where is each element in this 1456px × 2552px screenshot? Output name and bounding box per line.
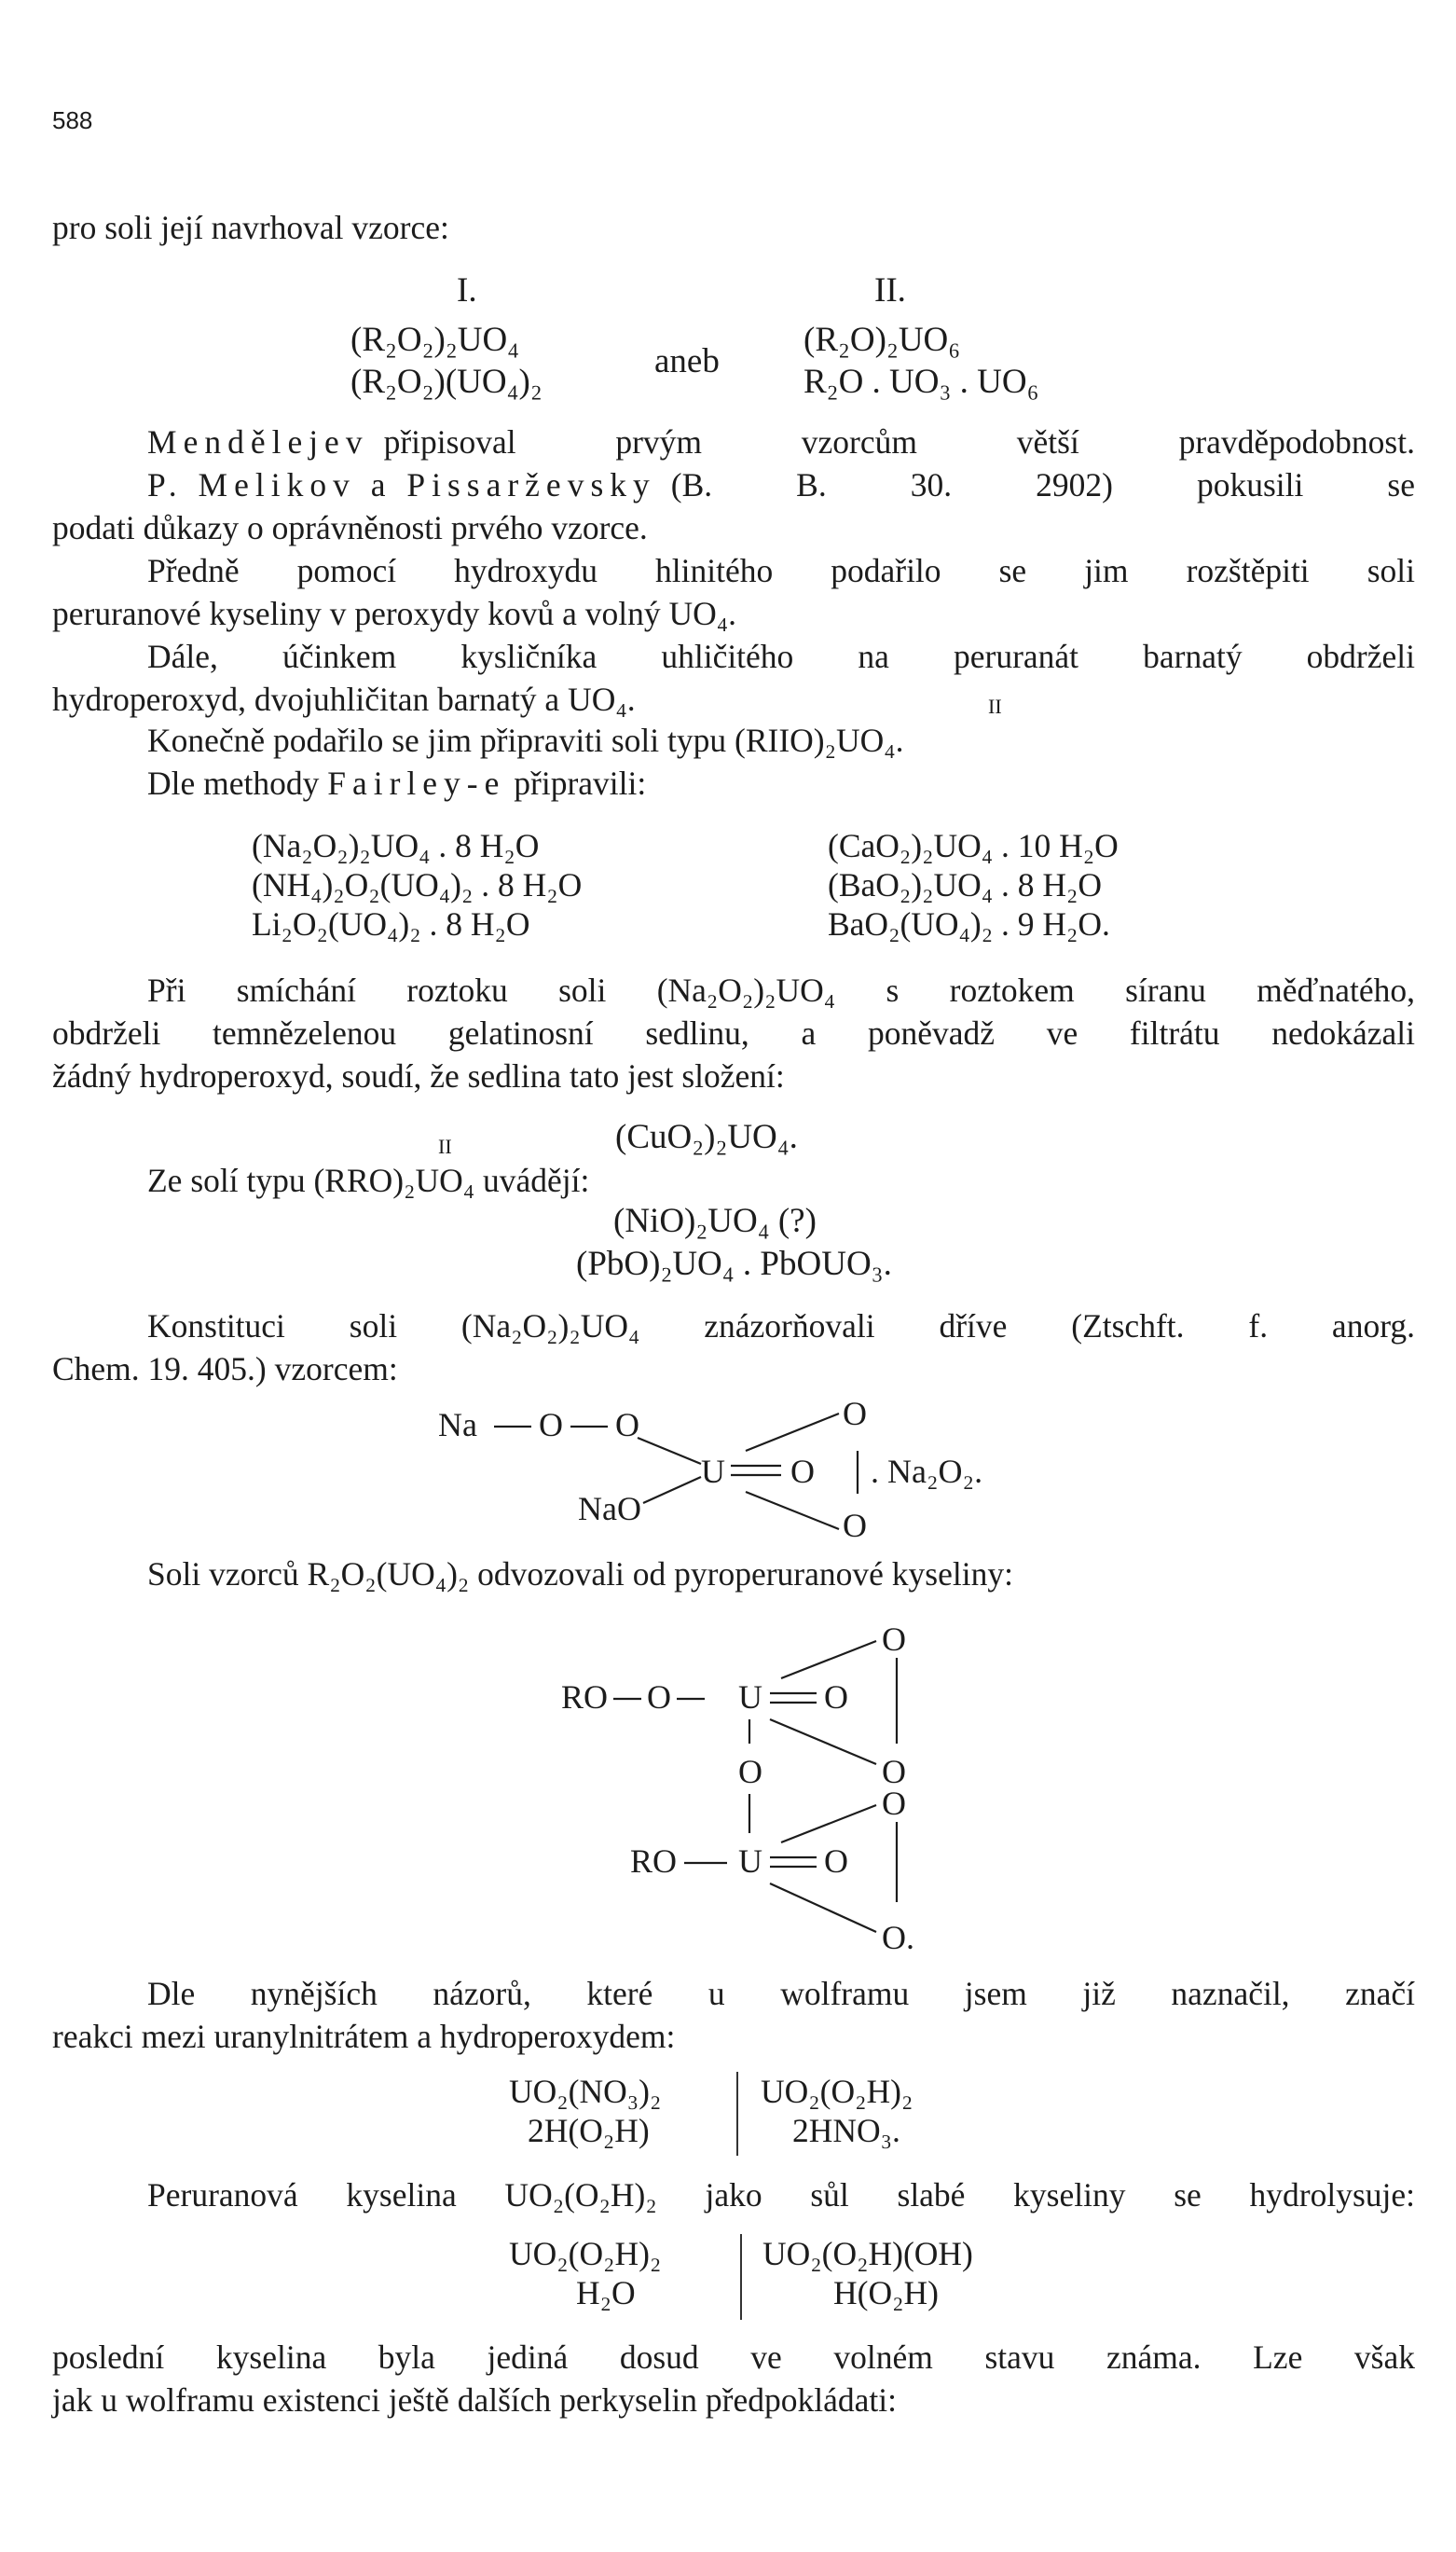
p9-line1: Soli vzorců R₂O₂(UO₄)₂ odvozovali od pyroperuranové kyseliny:: [147, 1555, 1013, 1593]
bond: [781, 1641, 876, 1678]
cu-formula: (CuO₂)₂UO₄.: [615, 1118, 798, 1156]
p4-line1: Konečně podařilo se jim připraviti soli typu (RIIO)₂UO₄.: [147, 722, 904, 759]
atom-ro: RO: [630, 1842, 678, 1880]
reaction1-left1: UO₂(NO₃)₂: [509, 2073, 662, 2110]
p3-line2: hydroperoxyd, dvojuhličitan barnatý a UO₄.: [52, 681, 636, 718]
reaction2-divider: [740, 2234, 742, 2320]
reaction1-right2: 2HNO₃.: [792, 2112, 900, 2149]
salt-right-2: (BaO₂)₂UO₄ . 8 H₂O: [828, 866, 1103, 904]
p6-line2: obdrželi temnězelenou gelatinosní sedlinu, a poněvadž ve filtrátu nedokázali: [52, 1014, 1415, 1052]
salt-left-2: (NH₄)₂O₂(UO₄)₂ . 8 H₂O: [252, 866, 583, 904]
p1-line2: P. Melikov a Pissarževsky (B. B. 30. 2902) pokusili se: [147, 466, 1415, 504]
intro-line: pro soli její navrhoval vzorce:: [52, 209, 449, 246]
reaction2-left2: H₂O: [576, 2274, 636, 2311]
formula-I-line2: (R₂O₂)(UO₄)₂: [350, 363, 543, 401]
atom-o: O: [824, 1678, 848, 1716]
valence-mark: II: [988, 695, 1002, 718]
p2-line2: peruranové kyseliny v peroxydy kovů a volný UO₄.: [52, 595, 737, 632]
atom-o: O: [843, 1507, 867, 1544]
atom-u: U: [738, 1842, 762, 1880]
formula-I-line1: (R₂O₂)₂UO₄: [350, 321, 520, 359]
atom-na: Na: [438, 1406, 477, 1443]
p6-line3: žádný hydroperoxyd, soudí, že sedlina tato jest složení:: [52, 1057, 785, 1095]
salt-left-3: Li₂O₂(UO₄)₂ . 8 H₂O: [252, 905, 530, 943]
bond: [781, 1805, 876, 1842]
atom-o-bridge: O: [738, 1753, 762, 1790]
p1-line3: podati důkazy o oprávněnosti prvého vzorce.: [52, 509, 648, 546]
reaction2-right2: H(O₂H): [833, 2274, 939, 2311]
atom-o: O: [882, 1785, 906, 1822]
p3-line1: Dále, účinkem kysličníka uhličitého na peruranát barnatý obdrželi: [147, 638, 1415, 675]
p2-line1: Předně pomocí hydroxydu hlinitého podařilo se jim rozštěpiti soli: [147, 552, 1415, 589]
atom-o: O: [882, 1753, 906, 1790]
rro-formula-2: (PbO)₂UO₄ . PbOUO₃.: [576, 1245, 892, 1283]
atom-o: O: [790, 1453, 815, 1490]
label-II: II.: [874, 271, 906, 310]
p7-line1: Ze solí typu (RRO)₂UO₄ uvádějí:: [147, 1162, 590, 1199]
bond: [770, 1883, 876, 1932]
authors-melikov-pissarzevsky: P. Melikov a Pissarževsky: [147, 466, 656, 504]
p6-line1: Při smíchání roztoku soli (Na₂O₂)₂UO₄ s roztokem síranu měďnatého,: [147, 972, 1415, 1009]
formula-conjunction: aneb: [654, 342, 720, 380]
atom-o: O: [647, 1678, 671, 1716]
cu-valence-mark: II: [438, 1135, 452, 1158]
author-mendelejev: Mendělejev: [147, 423, 369, 461]
atom-o: O: [539, 1406, 563, 1443]
atom-ro: RO: [561, 1678, 609, 1716]
salt-left-1: (Na₂O₂)₂UO₄ . 8 H₂O: [252, 827, 540, 864]
salt-right-1: (CaO₂)₂UO₄ . 10 H₂O: [828, 827, 1119, 864]
p1-line1: Mendělejev připisoval prvým vzorcům větší pravděpodobnost.: [147, 423, 1415, 461]
salt-right-3: BaO₂(UO₄)₂ . 9 H₂O.: [828, 905, 1110, 943]
p8-line1: Konstituci soli (Na₂O₂)₂UO₄ znázorňovali dříve (Ztschft. f. anorg.: [147, 1307, 1415, 1345]
reaction2-right1: UO₂(O₂H)(OH): [762, 2235, 973, 2272]
atom-o: O: [615, 1406, 639, 1443]
p10-line1: Dle nynějších názorů, které u wolframu jsem již naznačil, značí: [147, 1975, 1415, 2012]
p8-line2: Chem. 19. 405.) vzorcem:: [52, 1350, 398, 1387]
formula-II-line2: R₂O . UO₃ . UO₆: [804, 363, 1039, 401]
page-number: 588: [52, 106, 93, 134]
atom-u: U: [701, 1453, 725, 1490]
author-fairley: Fairley-e: [327, 765, 506, 802]
reaction1-right1: UO₂(O₂H)₂: [761, 2073, 913, 2110]
rro-formula-1: (NiO)₂UO₄ (?): [613, 1202, 817, 1240]
atom-na2o2: . Na₂O₂.: [871, 1453, 983, 1490]
bond: [770, 1719, 876, 1764]
atom-o: O: [843, 1395, 867, 1432]
reaction2-left1: UO₂(O₂H)₂: [509, 2235, 662, 2272]
atom-o-end: O.: [882, 1919, 914, 1956]
atom-nao: NaO: [578, 1490, 641, 1527]
atom-o: O: [882, 1621, 906, 1658]
label-I: I.: [457, 271, 477, 310]
p10-line2: reakci mezi uranylnitrátem a hydroperoxydem:: [52, 2018, 676, 2055]
p5-line1: Dle methody Fairley-e připravili:: [147, 765, 647, 802]
p12-line2: jak u wolframu existenci ještě dalších perkyselin předpokládati:: [52, 2381, 897, 2419]
reaction1-divider: [736, 2072, 738, 2156]
atom-o: O: [824, 1842, 848, 1880]
atom-u: U: [738, 1678, 762, 1716]
p11-line1: Peruranová kyselina UO₂(O₂H)₂ jako sůl slabé kyseliny se hydrolysuje:: [147, 2176, 1415, 2214]
formula-II-line1: (R₂O)₂UO₆: [804, 321, 961, 359]
p12-line1: poslední kyselina byla jediná dosud ve volném stavu známa. Lze však: [52, 2338, 1415, 2376]
reaction1-left2: 2H(O₂H): [528, 2112, 650, 2149]
